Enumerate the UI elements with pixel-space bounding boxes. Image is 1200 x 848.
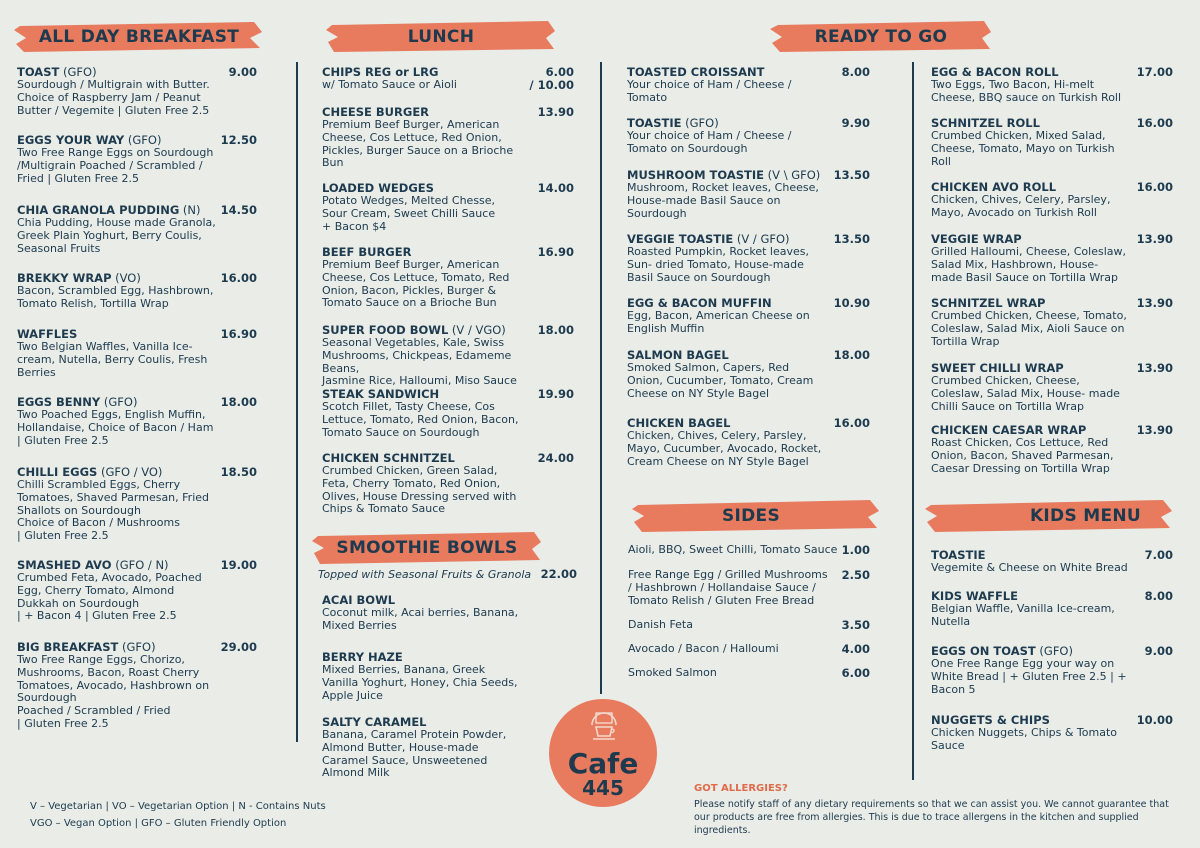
item-name-text: SUPER FOOD BOWL <box>322 323 449 337</box>
item-name-text: SALTY CARAMEL <box>322 715 427 729</box>
item-name-text: EGGS YOUR WAY <box>17 133 125 147</box>
item-price: 6.00 / 10.00 <box>529 65 574 92</box>
item-description: Crumbed Feta, Avocado, Poached Egg, Cherry Tomato, Almond Dukkah on Sourdough | + Bacon 4 | Gluten Free 2.5 <box>17 571 202 623</box>
menu-item <box>17 66 227 117</box>
cafe-cup-icon <box>587 709 621 743</box>
section-title: SMOOTHIE BOWLS <box>336 538 518 558</box>
column-divider <box>912 62 914 780</box>
item-name-text: CHEESE BURGER <box>322 105 430 119</box>
item-price: 9.00 <box>228 65 257 79</box>
item-name-text: SMASHED AVO <box>17 558 112 572</box>
item-description: w/ Tomato Sauce or Aioli <box>322 78 457 91</box>
item-name-text: LOADED WEDGES <box>322 181 434 195</box>
menu-item <box>322 651 542 702</box>
menu-item <box>322 594 542 633</box>
item-dietary-tag: (V / VGO) <box>448 323 506 337</box>
section-title: ALL DAY BREAKFAST <box>38 27 240 47</box>
item-price: 13.90 <box>537 105 574 119</box>
item-name-text: SWEET CHILLI WRAP <box>931 361 1064 375</box>
item-name-text: ACAI BOWL <box>322 593 396 607</box>
item-name-text: VEGGIE TOASTIE <box>627 232 734 246</box>
item-dietary-tag: (V / GFO) <box>733 232 790 246</box>
item-dietary-tag: (GFO / N) <box>111 558 169 572</box>
item-dietary-tag: (GFO) <box>118 640 156 654</box>
menu-item <box>17 559 227 623</box>
dietary-legend-line-2: VGO – Vegan Option | GFO – Gluten Friendly Option <box>30 818 287 829</box>
item-price: 14.50 <box>220 203 257 217</box>
item-price: 18.00 <box>220 395 257 409</box>
item-name-text: TOASTED CROISSANT <box>627 65 765 79</box>
item-dietary-tag: (GFO) <box>59 65 97 79</box>
item-dietary-tag: (GFO) <box>100 395 138 409</box>
item-price: 13.50 <box>833 232 870 246</box>
smoothie-note: Topped with Seasonal Fruits & Granola <box>318 568 532 581</box>
item-name-text: TOASTIE <box>627 116 682 130</box>
item-description: Two Free Range Eggs on Sourdough /Multigrain Poached / Scrambled / Fried | Gluten Free 2.5 <box>17 146 214 185</box>
item-description: Crumbed Chicken, Mixed Salad, Cheese, Tomato, Mayo on Turkish Roll <box>931 129 1115 168</box>
item-price: 14.00 <box>537 181 574 195</box>
side-item: Danish Feta <box>628 618 693 631</box>
item-description: Potato Wedges, Melted Chesse, Sour Cream, Sweet Chilli Sauce + Bacon $4 <box>322 194 496 233</box>
item-description: Crumbed Chicken, Cheese, Tomato, Coleslaw, Salad Mix, Aioli Sauce on Tortilla Wrap <box>931 309 1127 348</box>
item-description: Banana, Caramel Protein Powder, Almond Butter, House-made Caramel Sauce, Unsweetened Almond Milk <box>322 728 507 780</box>
item-price: 24.00 <box>537 451 574 465</box>
section-title: SIDES <box>721 506 780 526</box>
side-price: 2.50 <box>841 568 870 582</box>
menu-item <box>17 134 227 185</box>
item-description: Two Free Range Eggs, Chorizo, Mushrooms, Bacon, Roast Cherry Tomatoes, Avocado, Hashbrown on Sourdough Poached / Scrambled / Fried | Gluten Free 2.5 <box>17 653 210 730</box>
side-price: 1.00 <box>841 543 870 557</box>
menu-item <box>322 716 542 780</box>
item-name-text: SALMON BAGEL <box>627 348 729 362</box>
side-price: 6.00 <box>841 666 870 680</box>
item-name-text: WAFFLES <box>17 327 78 341</box>
smoothie-price: 22.00 <box>540 567 577 581</box>
item-description: Roasted Pumpkin, Rocket leaves, Sun- dried Tomato, House-made Basil Sauce on Sourdough <box>627 245 809 284</box>
item-dietary-tag: (GFO) <box>124 133 162 147</box>
item-price: 16.90 <box>220 327 257 341</box>
item-price: 17.00 <box>1136 65 1173 79</box>
item-name-text: CHILLI EGGS <box>17 465 98 479</box>
item-description: Chicken Nuggets, Chips & Tomato Sauce <box>931 726 1118 752</box>
item-dietary-tag: (V \ GFO) <box>764 168 821 182</box>
menu-item <box>17 466 227 543</box>
item-price: 19.90 <box>537 387 574 401</box>
item-price: 8.00 <box>841 65 870 79</box>
item-name-text: KIDS WAFFLE <box>931 589 1018 603</box>
item-description: Mushroom, Rocket leaves, Cheese, House-made Basil Sauce on Sourdough <box>627 181 819 220</box>
item-price: 12.50 <box>220 133 257 147</box>
item-dietary-tag: (VO) <box>111 271 141 285</box>
item-name-text: BERRY HAZE <box>322 650 403 664</box>
side-item: Aioli, BBQ, Sweet Chilli, Tomato Sauce <box>628 543 838 556</box>
menu-item <box>17 204 227 255</box>
item-price: 18.00 <box>537 323 574 337</box>
item-name-text: NUGGETS & CHIPS <box>931 713 1050 727</box>
item-price: 7.00 <box>1144 548 1173 562</box>
item-price: 19.00 <box>220 558 257 572</box>
item-dietary-tag: (N) <box>179 203 201 217</box>
menu-item <box>931 117 1131 168</box>
item-price: 9.90 <box>841 116 870 130</box>
section-title: LUNCH <box>407 27 475 47</box>
item-dietary-tag: (GFO) <box>681 116 719 130</box>
item-description: Vegemite & Cheese on White Bread <box>931 561 1128 574</box>
item-name-text: VEGGIE WRAP <box>931 232 1022 246</box>
allergy-notice: Please notify staff of any dietary requirements so that we can assist you. We cannot guarantee that our products are free from allergies. This is due to trace allergens in the kitchen and supplied ingredients. <box>694 799 1169 836</box>
item-description: Grilled Halloumi, Cheese, Coleslaw, Salad Mix, Hashbrown, House- made Basil Sauce on Tortilla Wrap <box>931 245 1126 284</box>
section-banner-breakfast <box>14 18 264 56</box>
item-price: 10.90 <box>833 296 870 310</box>
item-description: Premium Beef Burger, American Cheese, Cos Lettuce, Tomato, Red Onion, Bacon, Pickles, Burger & Tomato Sauce on a Brioche Bun <box>322 258 510 310</box>
item-name-text: SCHNITZEL WRAP <box>931 296 1046 310</box>
item-description: Chilli Scrambled Eggs, Cherry Tomatoes, Shaved Parmesan, Fried Shallots on Sourdough Choice of Bacon / Mushrooms | Gluten Free 2.5 <box>17 478 210 543</box>
side-item: Avocado / Bacon / Halloumi <box>628 642 779 655</box>
section-title: READY TO GO <box>814 27 948 47</box>
side-price: 4.00 <box>841 642 870 656</box>
item-description: Crumbed Chicken, Cheese, Coleslaw, Salad Mix, House- made Chilli Sauce on Tortilla Wrap <box>931 374 1120 413</box>
logo-text-cafe: Cafe <box>567 747 639 780</box>
item-name-text: MUSHROOM TOASTIE <box>627 168 765 182</box>
item-description: Bacon, Scrambled Egg, Hashbrown, Tomato Relish, Tortilla Wrap <box>17 284 214 310</box>
item-description: Chia Pudding, House made Granola, Greek Plain Yoghurt, Berry Coulis, Seasonal Fruits <box>17 216 216 255</box>
item-price: 13.90 <box>1136 361 1173 375</box>
menu-item <box>931 66 1131 105</box>
column-divider <box>296 62 298 742</box>
item-name-text: BREKKY WRAP <box>17 271 112 285</box>
item-name-text: CHIPS REG or LRG <box>322 65 439 79</box>
item-description: One Free Range Egg your way on White Bread | + Gluten Free 2.5 | + Bacon 5 <box>931 657 1127 696</box>
item-price: 13.90 <box>1136 423 1173 437</box>
item-description: Seasonal Vegetables, Kale, Swiss Mushrooms, Chickpeas, Edameme Beans, Jasmine Rice, Halloumi, Miso Sauce <box>322 336 517 388</box>
item-description: Chicken, Chives, Celery, Parsley, Mayo, Avocado on Turkish Roll <box>931 193 1111 219</box>
allergy-title: GOT ALLERGIES? <box>694 783 788 794</box>
item-name-text: CHICKEN AVO ROLL <box>931 180 1057 194</box>
item-price: 16.00 <box>1136 116 1173 130</box>
menu-item <box>17 272 227 311</box>
section-banner-lunch <box>326 18 556 56</box>
item-name-text: BIG BREAKFAST <box>17 640 119 654</box>
menu-item <box>931 362 1131 413</box>
item-price: 29.00 <box>220 640 257 654</box>
menu-item <box>17 641 227 731</box>
side-price: 3.50 <box>841 618 870 632</box>
item-description: Two Poached Eggs, English Muffin, Hollandaise, Choice of Bacon / Ham | Gluten Free 2.5 <box>17 408 214 447</box>
menu-item <box>931 297 1131 348</box>
item-name-text: EGGS ON TOAST <box>931 644 1036 658</box>
item-description: Smoked Salmon, Capers, Red Onion, Cucumber, Tomato, Cream Cheese on NY Style Bagel <box>627 361 814 400</box>
menu-item <box>931 549 1131 575</box>
item-description: Egg, Bacon, American Cheese on English Muffin <box>627 309 810 335</box>
section-banner-sides <box>632 497 880 535</box>
menu-item <box>17 328 227 379</box>
item-description: Mixed Berries, Banana, Greek Vanilla Yoghurt, Honey, Chia Seeds, Apple Juice <box>322 663 518 702</box>
item-price: 16.00 <box>220 271 257 285</box>
section-banner-kids <box>925 497 1173 535</box>
item-price: 13.90 <box>1136 232 1173 246</box>
item-name-text: CHICKEN SCHNITZEL <box>322 451 455 465</box>
menu-item <box>931 233 1131 284</box>
item-price: 16.90 <box>537 245 574 259</box>
item-name-text: TOAST <box>17 65 60 79</box>
item-price: 8.00 <box>1144 589 1173 603</box>
side-item: Free Range Egg / Grilled Mushrooms / Hashbrown / Hollandaise Sauce / Tomato Relish / Gluten Free Bread <box>628 568 828 607</box>
item-price: 10.00 <box>1136 713 1173 727</box>
item-name-text: CHIA GRANOLA PUDDING <box>17 203 180 217</box>
section-title: KIDS MENU <box>1029 506 1141 526</box>
menu-item <box>931 181 1131 220</box>
item-description: Belgian Waffle, Vanilla Ice-cream, Nutella <box>931 602 1115 628</box>
logo-text-number: 445 <box>582 776 624 800</box>
item-price: 16.00 <box>833 416 870 430</box>
section-banner-ready <box>770 18 992 56</box>
item-name-text: CHICKEN BAGEL <box>627 416 731 430</box>
menu-item <box>931 645 1131 696</box>
menu-item <box>931 590 1131 629</box>
item-description: Premium Beef Burger, American Cheese, Cos Lettuce, Red Onion, Pickles, Burger Sauce on a Brioche Bun <box>322 118 514 170</box>
item-price: 9.00 <box>1144 644 1173 658</box>
menu-item <box>931 424 1131 475</box>
item-name-text: STEAK SANDWICH <box>322 387 440 401</box>
item-name-text: SCHNITZEL ROLL <box>931 116 1040 130</box>
item-price: 18.50 <box>220 465 257 479</box>
side-item: Smoked Salmon <box>628 666 717 679</box>
item-name-text: EGGS BENNY <box>17 395 101 409</box>
menu-item <box>17 396 227 447</box>
item-description: Your choice of Ham / Cheese / Tomato <box>627 78 792 104</box>
menu-item <box>931 714 1131 753</box>
item-name-text: BEEF BURGER <box>322 245 412 259</box>
item-description: Coconut milk, Acai berries, Banana, Mixed Berries <box>322 606 519 632</box>
item-name-text: TOASTIE <box>931 548 986 562</box>
item-description: Scotch Fillet, Tasty Cheese, Cos Lettuce, Tomato, Red Onion, Bacon, Tomato Sauce on Sourdough <box>322 400 519 439</box>
item-price: 16.00 <box>1136 180 1173 194</box>
item-description: Sourdough / Multigrain with Butter. Choice of Raspberry Jam / Peanut Butter / Vegemite | Gluten Free 2.5 <box>17 78 210 117</box>
item-description: Chicken, Chives, Celery, Parsley, Mayo, Cucumber, Avocado, Rocket, Cream Cheese on NY Style Bagel <box>627 429 822 468</box>
item-price: 13.50 <box>833 168 870 182</box>
item-price: 13.90 <box>1136 296 1173 310</box>
item-description: Roast Chicken, Cos Lettuce, Red Onion, Bacon, Shaved Parmesan, Caesar Dressing on Tortilla Wrap <box>931 436 1114 475</box>
item-name-text: CHICKEN CAESAR WRAP <box>931 423 1087 437</box>
column-divider <box>600 62 602 694</box>
item-description: Crumbed Chicken, Green Salad, Feta, Cherry Tomato, Red Onion, Olives, House Dressing served with Chips & Tomato Sauce <box>322 464 517 516</box>
item-description: Two Eggs, Two Bacon, Hi-melt Cheese, BBQ sauce on Turkish Roll <box>931 78 1122 104</box>
item-price: 18.00 <box>833 348 870 362</box>
item-description: Your choice of Ham / Cheese / Tomato on Sourdough <box>627 129 792 155</box>
item-description: Two Belgian Waffles, Vanilla Ice- cream, Nutella, Berry Coulis, Fresh Berries <box>17 340 208 379</box>
cafe-logo <box>549 699 657 807</box>
section-banner-smoothie <box>312 529 542 567</box>
dietary-legend-line-1: V – Vegetarian | VO – Vegetarian Option | N - Contains Nuts <box>30 801 326 812</box>
item-name-text: EGG & BACON ROLL <box>931 65 1059 79</box>
item-name-text: EGG & BACON MUFFIN <box>627 296 772 310</box>
item-dietary-tag: (GFO) <box>1035 644 1073 658</box>
item-dietary-tag: (GFO / VO) <box>97 465 163 479</box>
